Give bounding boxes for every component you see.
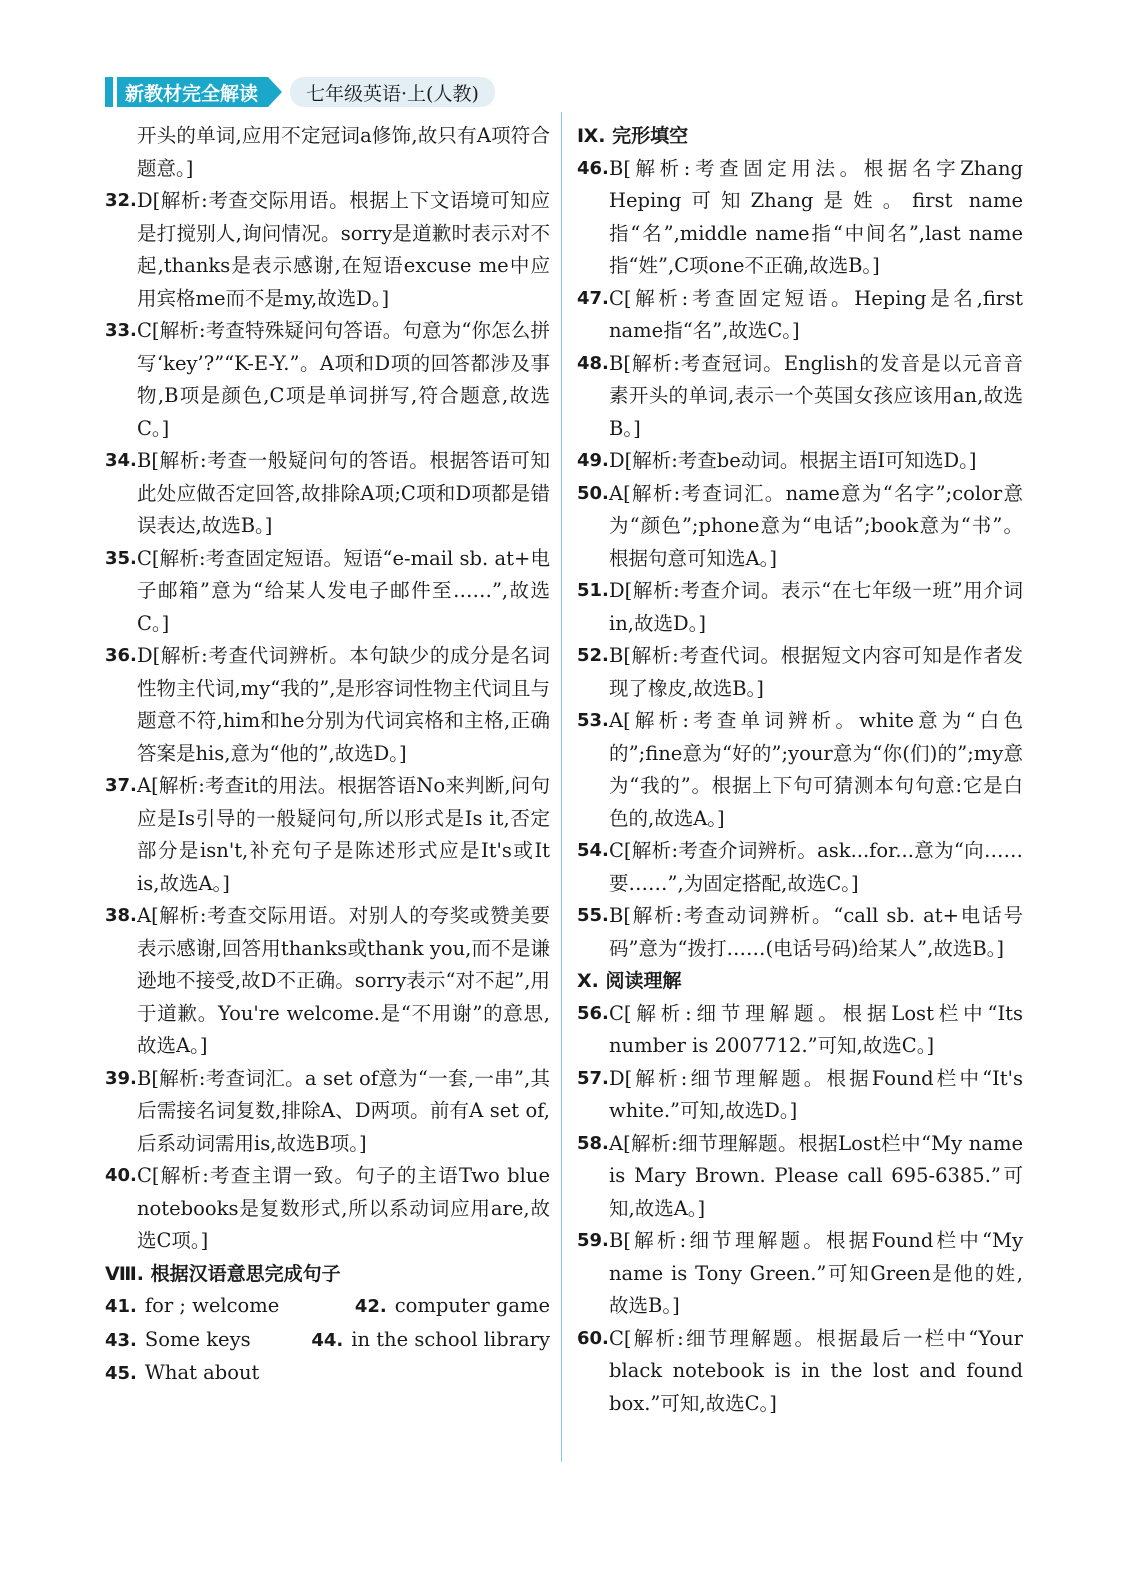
answer-item [577, 900, 1023, 965]
answer-explanation: A[解析:考查词汇。name意为“名字”;color意为“颜色”;phone意为“电话”;book意为“书”。根据句意可知选A。] [609, 481, 1023, 570]
answer-item [105, 1063, 550, 1161]
fill-answers [105, 1290, 550, 1391]
continued-answer: 开头的单词,应用不定冠词a修饰,故只有A项符合题意。] [137, 124, 550, 180]
answer-item [577, 1063, 1023, 1128]
answer-item [577, 1128, 1023, 1226]
answer-item [577, 998, 1023, 1063]
book-subtitle: 七年级英语·上(人教) [290, 77, 495, 107]
section-title-9: Ⅸ. 完形填空 [577, 125, 689, 147]
answer-explanation: B[解析:细节理解题。根据Found栏中“My name is Tony Green.”可知Green是他的姓,故选B。] [609, 1229, 1023, 1317]
question-number: 45. [105, 1363, 137, 1384]
fill-answer: Some keys [144, 1327, 251, 1351]
fill-answer: for ; welcome [144, 1294, 280, 1317]
answer-item [105, 185, 550, 315]
answer-explanation: D[解析:考查代词辨析。本句缺少的成分是名词性物主代词,my“我的”,是形容词性物主代词且与题意不符,him和he分别为代词宾格和主格,正确答案是his,意为“他的”,故选D。] [137, 644, 550, 765]
question-number: 44. [311, 1329, 344, 1351]
answer-item [105, 315, 550, 445]
answer-explanation: A[解析:考查单词辨析。white意为“白色的”;fine意为“好的”;your意为“你(们)的”;my意为“我的”。根据上下句可猜测本句句意:它是白色的,故选A。] [609, 709, 1023, 830]
answer-item [577, 705, 1023, 835]
reading-answer-list [577, 998, 1023, 1421]
fill-answer-row [105, 1290, 550, 1324]
question-number: 43. [105, 1329, 137, 1351]
series-brand: 新教材完全解读 [117, 77, 268, 107]
answer-explanation: A[解析:考查交际用语。对别人的夸奖或赞美要表示感谢,回答用thanks或thank you,而不是谦逊地不接受,故D不正确。sorry表示“对不起”,用于道歉。You're welcome.是“不用谢”的意思,故选A。] [137, 904, 550, 1057]
answer-explanation: A[解析:考查it的用法。根据答语No来判断,问句应是Is引导的一般疑问句,所以形式是Is it,否定部分是isn't,补充句子是陈述形式应是It's或It is,故选A。] [137, 774, 550, 895]
answer-explanation: B[解析:考查冠词。English的发音是以元音音素开头的单词,表示一个英国女孩应该用an,故选B。] [609, 351, 1023, 440]
answer-explanation: C[解析:细节理解题。根据最后一栏中“Your black notebook is in the lost and found box.”可知,故选C。] [609, 1326, 1023, 1415]
question-number: 51. [577, 580, 609, 601]
answer-item [577, 1323, 1023, 1421]
answer-explanation: B[解析:考查词汇。a set of意为“一套,一串”,其后需接名词复数,排除A、D两项。前有A set of,后系动词需用is,故选B项。] [137, 1066, 550, 1155]
question-number: 49. [577, 450, 609, 471]
question-number: 38. [105, 905, 137, 926]
question-number: 60. [577, 1327, 609, 1349]
question-number: 58. [577, 1132, 609, 1154]
answer-item [105, 770, 550, 900]
fill-answer: What about [144, 1361, 260, 1384]
question-number: 47. [577, 287, 609, 309]
answer-item [577, 1225, 1023, 1323]
section-title-8: Ⅷ. 根据汉语意思完成句子 [105, 1262, 341, 1285]
answer-item [577, 348, 1023, 446]
answer-item [105, 900, 550, 1063]
header-accent-bar [105, 77, 113, 107]
fill-answer: computer game [394, 1294, 550, 1317]
answer-item [105, 543, 550, 641]
question-number: 32. [105, 190, 137, 211]
answer-item [577, 445, 1023, 478]
question-number: 55. [577, 905, 609, 926]
question-number: 42. [354, 1296, 387, 1317]
answer-explanation: C[解析:考查主谓一致。句子的主语Two blue notebooks是复数形式,所以系动词应用are,故选C项。] [137, 1164, 550, 1252]
column-divider [561, 112, 562, 1462]
answer-item [577, 283, 1023, 348]
answer-item [577, 575, 1023, 640]
answer-explanation: C[解析:细节理解题。根据Lost栏中“Its number is 2007712.”可知,故选C。] [609, 1001, 1023, 1057]
answer-explanation: D[解析:细节理解题。根据Found栏中“It's white.”可知,故选D。] [609, 1066, 1023, 1122]
question-number: 40. [105, 1165, 137, 1186]
answer-explanation: B[解析:考查一般疑问句的答语。根据答语可知此处应做否定回答,故排除A项;C项和D项都是错误表达,故选B。] [137, 449, 550, 537]
answer-item [577, 478, 1023, 576]
question-number: 39. [105, 1067, 137, 1089]
question-number: 46. [577, 157, 609, 179]
answer-explanation: C[解析:考查介词辨析。ask...for...意为“向……要……”,为固定搭配,故选C。] [609, 839, 1023, 895]
question-number: 48. [577, 352, 609, 374]
answer-item [577, 835, 1023, 900]
answer-item [105, 445, 550, 543]
answer-explanation: D[解析:考查介词。表示“在七年级一班”用介词in,故选D。] [609, 579, 1023, 635]
right-column [577, 120, 1023, 1420]
answer-explanation: A[解析:细节理解题。根据Lost栏中“My name is Mary Brown. Please call 695-6385.”可知,故选A。] [609, 1131, 1023, 1220]
page-header [105, 76, 495, 108]
question-number: 57. [577, 1067, 609, 1089]
answer-explanation: C[解析:考查特殊疑问句答语。句意为“你怎么拼写‘key’?”“K-E-Y.”。A项和D项的回答都涉及事物,B项是颜色,C项是单词拼写,符合题意,故选C。] [137, 319, 550, 440]
answer-explanation: C[解析:考查固定短语。Heping是名,first name指“名”,故选C。] [609, 286, 1023, 342]
question-number: 34. [105, 450, 137, 471]
answer-explanation: D[解析:考查be动词。根据主语I可知选D。] [609, 449, 977, 472]
question-number: 52. [577, 645, 609, 666]
left-answer-list [105, 185, 550, 1258]
answer-item [577, 640, 1023, 705]
fill-answer-row [105, 1324, 550, 1358]
question-number: 33. [105, 320, 137, 341]
question-number: 37. [105, 775, 137, 796]
question-number: 56. [577, 1002, 609, 1024]
question-number: 50. [577, 482, 609, 504]
section-title-10: Ⅹ. 阅读理解 [577, 970, 682, 992]
fill-answer: in the school library [351, 1327, 550, 1351]
cloze-answer-list [577, 153, 1023, 966]
answer-explanation: B[解析:考查动词辨析。“call sb. at+电话号码”意为“拨打……(电话号码)给某人”,故选B。] [609, 904, 1023, 960]
answer-item [577, 153, 1023, 283]
question-number: 35. [105, 547, 137, 569]
answer-item [105, 1160, 550, 1258]
answer-explanation: B[解析:考查固定用法。根据名字Zhang Heping可知Zhang是姓。first name指“名”,middle name指“中间名”,last name指“姓”,C项one不正确,故选B。] [609, 156, 1023, 277]
question-number: 36. [105, 645, 137, 666]
question-number: 41. [105, 1296, 137, 1317]
answer-item [105, 640, 550, 770]
left-column [105, 120, 550, 1391]
answer-explanation: C[解析:考查固定短语。短语“e-mail sb. at+电子邮箱”意为“给某人发电子邮件至……”,故选C。] [137, 546, 550, 635]
question-number: 59. [577, 1230, 609, 1251]
answer-explanation: D[解析:考查交际用语。根据上下文语境可知应是打搅别人,询问情况。sorry是道歉时表示对不起,thanks是表示感谢,在短语excuse me中应用宾格me而不是my,故选D。] [137, 189, 550, 310]
question-number: 54. [577, 840, 609, 861]
question-number: 53. [577, 710, 609, 731]
fill-answer-row [105, 1357, 550, 1391]
answer-explanation: B[解析:考查代词。根据短文内容可知是作者发现了橡皮,故选B。] [609, 644, 1023, 700]
